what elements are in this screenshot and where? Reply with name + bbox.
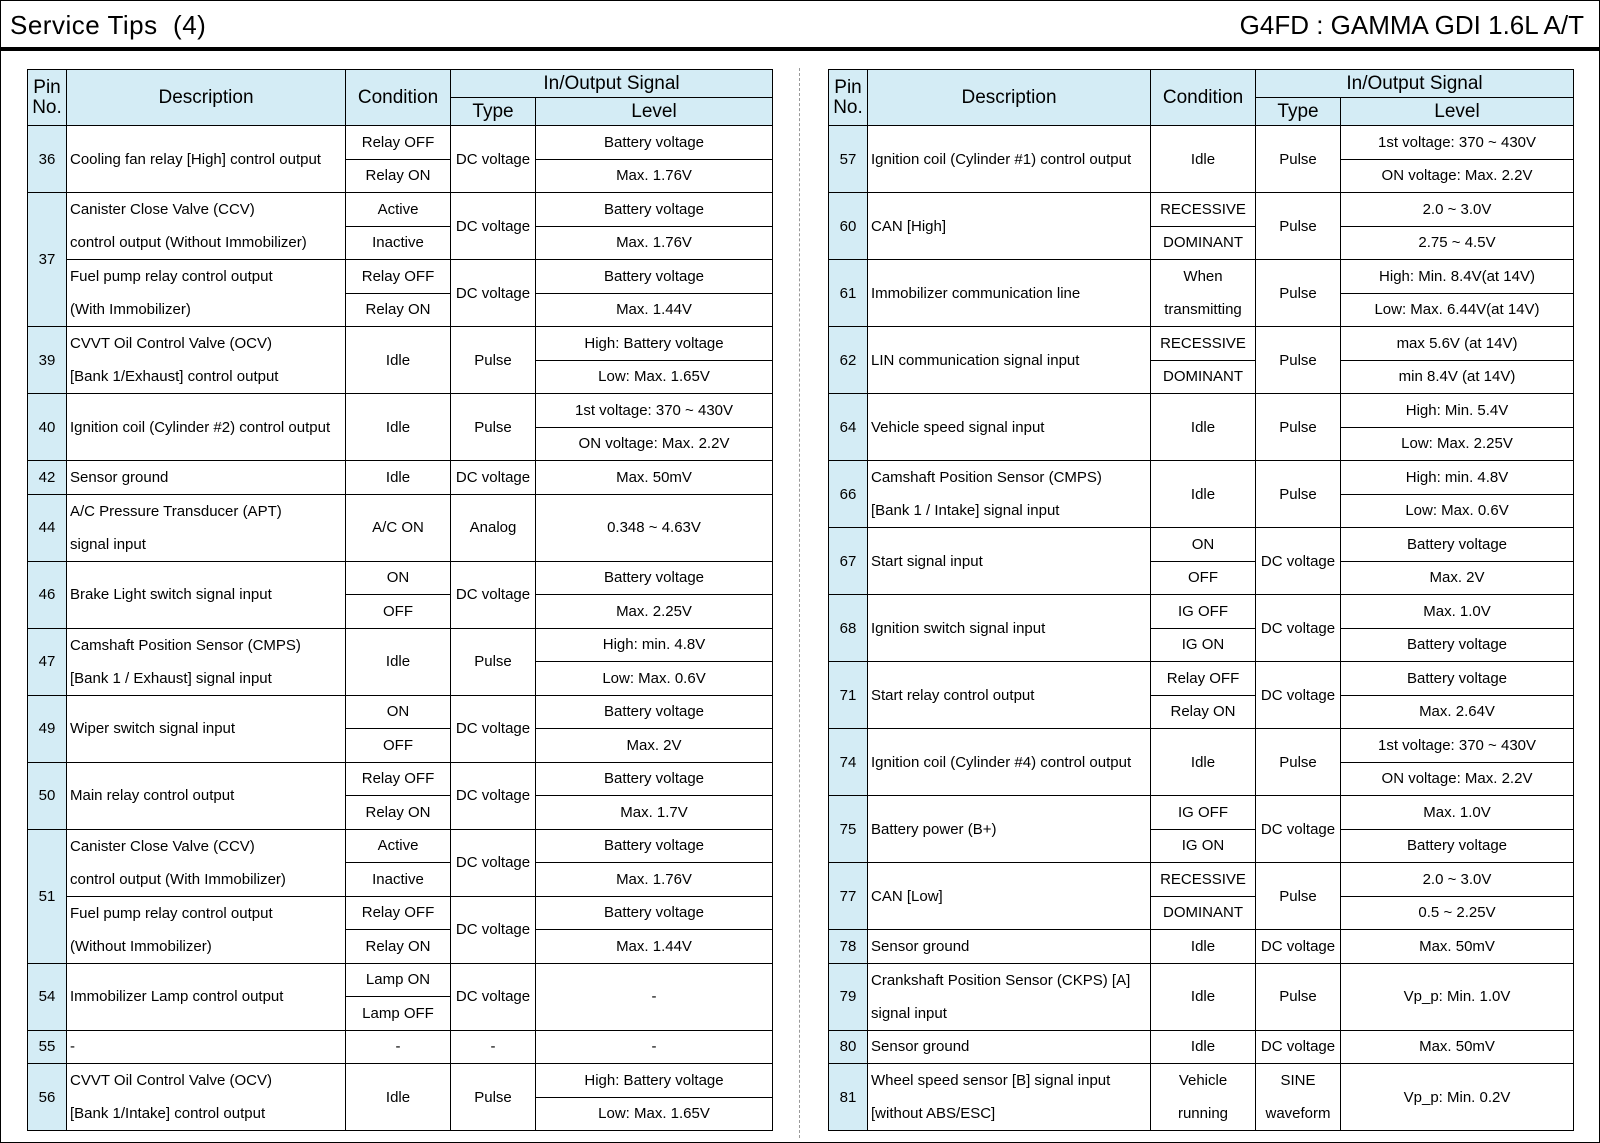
pin-condition: Idle — [1151, 729, 1256, 796]
pin-number: 39 — [28, 327, 67, 394]
description-line: Canister Close Valve (CCV) — [70, 837, 255, 855]
pin-number: 40 — [28, 394, 67, 461]
pin-number: 81 — [829, 1064, 868, 1131]
signal-level: Vp_p: Min. 0.2V — [1341, 1064, 1574, 1131]
pin-condition: Idle — [346, 327, 451, 394]
pin-number: 57 — [829, 126, 868, 193]
table-row — [829, 327, 1574, 361]
description-line: Camshaft Position Sensor (CMPS) — [871, 469, 1102, 486]
header-level: Level — [1341, 98, 1574, 126]
pin-condition: Idle — [1151, 1030, 1256, 1064]
pin-condition: DOMINANT — [1151, 360, 1256, 394]
signal-level: Battery voltage — [536, 762, 773, 796]
signal-level: High: Battery voltage — [536, 327, 773, 361]
signal-level: Battery voltage — [1341, 628, 1574, 662]
signal-level: Battery voltage — [536, 829, 773, 863]
pin-condition: Idle — [1151, 394, 1256, 461]
header-pin-line2: No. — [833, 96, 863, 118]
pin-description: Ignition switch signal input — [868, 595, 1151, 662]
signal-level: Max. 1.76V — [536, 863, 773, 897]
table-row — [829, 1030, 1574, 1064]
header-io-signal: In/Output Signal — [451, 70, 773, 98]
pin-description: Battery power (B+) — [868, 796, 1151, 863]
pin-description: CAN [High] — [868, 193, 1151, 260]
description-line: (Without Immobilizer) — [70, 937, 212, 955]
table-row — [829, 595, 1574, 629]
pin-condition: IG ON — [1151, 628, 1256, 662]
signal-type: DC voltage — [1256, 1030, 1341, 1064]
signal-level: Max. 2.25V — [536, 595, 773, 629]
table-row — [829, 126, 1574, 160]
pin-condition: Relay ON — [346, 796, 451, 830]
pin-description: Wiper switch signal input — [67, 695, 346, 762]
signal-level: Max. 50mV — [1341, 930, 1574, 964]
signal-type: DC voltage — [451, 695, 536, 762]
page-header — [0, 0, 1600, 50]
signal-level: Max. 1.44V — [536, 930, 773, 964]
signal-type: Pulse — [1256, 394, 1341, 461]
description-line: Fuel pump relay control output — [70, 268, 273, 285]
pin-number: 49 — [28, 695, 67, 762]
signal-type: Pulse — [1256, 260, 1341, 327]
signal-level: min 8.4V (at 14V) — [1341, 360, 1574, 394]
pin-number: 62 — [829, 327, 868, 394]
pin-condition: OFF — [1151, 561, 1256, 595]
pin-number: 50 — [28, 762, 67, 829]
condition-line: Vehicle — [1178, 1072, 1228, 1089]
table-row — [829, 394, 1574, 428]
pin-condition: ON — [346, 695, 451, 729]
signal-type-line: SINE — [1280, 1072, 1316, 1089]
page-title: Service Tips (4) — [10, 10, 207, 40]
pin-condition — [1151, 260, 1256, 327]
signal-level: High: min. 4.8V — [1341, 461, 1574, 495]
signal-type: Pulse — [1256, 193, 1341, 260]
signal-level: Max. 1.0V — [1341, 796, 1574, 830]
pin-description — [868, 1064, 1151, 1131]
table-row — [28, 829, 773, 863]
signal-level: Battery voltage — [536, 695, 773, 729]
pin-condition: - — [346, 1030, 451, 1064]
description-line: Fuel pump relay control output — [70, 904, 273, 922]
signal-type: DC voltage — [451, 896, 536, 963]
table-row — [28, 762, 773, 796]
pin-description: Main relay control output — [67, 762, 346, 829]
pin-description — [868, 963, 1151, 1030]
pin-condition: Relay OFF — [346, 896, 451, 930]
signal-level: Max. 2.64V — [1341, 695, 1574, 729]
pin-number: 80 — [829, 1030, 868, 1064]
pin-description: Sensor ground — [67, 461, 346, 495]
pin-number: 47 — [28, 628, 67, 695]
description-line: A/C Pressure Transducer (APT) — [70, 502, 282, 520]
table-row — [28, 327, 773, 361]
pin-condition: DOMINANT — [1151, 896, 1256, 930]
pin-condition: Active — [346, 193, 451, 227]
header-description: Description — [868, 70, 1151, 126]
pin-number: 54 — [28, 963, 67, 1030]
signal-type: Pulse — [1256, 963, 1341, 1030]
table-row — [829, 930, 1574, 964]
description-line: [Bank 1 / Intake] signal input — [871, 502, 1060, 519]
condition-line: running — [1177, 1105, 1229, 1122]
pin-description: - — [67, 1030, 346, 1064]
pin-description: Immobilizer communication line — [868, 260, 1151, 327]
signal-type: DC voltage — [451, 963, 536, 1030]
pin-number: 37 — [28, 193, 67, 327]
table-row — [28, 561, 773, 595]
pin-condition: Idle — [346, 628, 451, 695]
pin-condition: OFF — [346, 595, 451, 629]
pin-number: 42 — [28, 461, 67, 495]
pin-condition: RECESSIVE — [1151, 863, 1256, 897]
table-row — [829, 729, 1574, 763]
description-line: Canister Close Valve (CCV) — [70, 201, 255, 218]
pin-description — [67, 628, 346, 695]
signal-level: Low: Max. 6.44V(at 14V) — [1341, 293, 1574, 327]
signal-level: Low: Max. 1.65V — [536, 1097, 773, 1131]
condition-line: When — [1183, 268, 1223, 285]
signal-level: Max. 1.76V — [536, 226, 773, 260]
pin-description — [868, 461, 1151, 528]
signal-type: DC voltage — [1256, 528, 1341, 595]
pin-number: 71 — [829, 662, 868, 729]
right-pin-table-container — [828, 69, 1574, 1131]
pin-description: Start relay control output — [868, 662, 1151, 729]
signal-type: DC voltage — [1256, 796, 1341, 863]
signal-level: Low: Max. 2.25V — [1341, 427, 1574, 461]
signal-type: DC voltage — [451, 762, 536, 829]
header-condition: Condition — [1151, 70, 1256, 126]
table-row — [829, 528, 1574, 562]
header-pin-no — [28, 70, 67, 126]
description-line: CVVT Oil Control Valve (OCV) — [70, 1072, 272, 1089]
signal-type: Analog — [451, 494, 536, 561]
pin-description: Immobilizer Lamp control output — [67, 963, 346, 1030]
description-line: control output (Without Immobilizer) — [70, 234, 307, 251]
pin-condition: Active — [346, 829, 451, 863]
header-type: Type — [451, 98, 536, 126]
signal-type: Pulse — [451, 1064, 536, 1131]
description-line: control output (With Immobilizer) — [70, 870, 286, 888]
signal-type: DC voltage — [1256, 595, 1341, 662]
signal-level: ON voltage: Max. 2.2V — [1341, 159, 1574, 193]
table-row — [28, 695, 773, 729]
table-row — [28, 1064, 773, 1098]
pin-condition: Relay OFF — [346, 126, 451, 160]
pin-description: Cooling fan relay [High] control output — [67, 126, 346, 193]
pin-condition: Inactive — [346, 226, 451, 260]
pin-description — [67, 829, 346, 896]
pin-description: Sensor ground — [868, 1030, 1151, 1064]
description-line: (With Immobilizer) — [70, 301, 191, 318]
signal-type: DC voltage — [451, 461, 536, 495]
signal-level: 1st voltage: 370 ~ 430V — [1341, 126, 1574, 160]
pin-condition: RECESSIVE — [1151, 193, 1256, 227]
pin-condition: Lamp OFF — [346, 997, 451, 1031]
pin-condition: ON — [346, 561, 451, 595]
pin-description: Ignition coil (Cylinder #1) control output — [868, 126, 1151, 193]
signal-type: - — [451, 1030, 536, 1064]
pin-condition: Idle — [346, 461, 451, 495]
signal-level: Low: Max. 0.6V — [1341, 494, 1574, 528]
table-row — [28, 193, 773, 227]
signal-level: 2.0 ~ 3.0V — [1341, 193, 1574, 227]
header-type: Type — [1256, 98, 1341, 126]
pin-condition: RECESSIVE — [1151, 327, 1256, 361]
pin-description: Ignition coil (Cylinder #2) control output — [67, 394, 346, 461]
header-condition: Condition — [346, 70, 451, 126]
signal-level: 1st voltage: 370 ~ 430V — [1341, 729, 1574, 763]
signal-level: Battery voltage — [536, 260, 773, 294]
pin-number: 64 — [829, 394, 868, 461]
signal-level: Max. 2V — [1341, 561, 1574, 595]
pin-condition: Idle — [1151, 963, 1256, 1030]
pin-number: 68 — [829, 595, 868, 662]
pin-condition: Idle — [346, 1064, 451, 1131]
description-line: CVVT Oil Control Valve (OCV) — [70, 335, 272, 352]
pin-number: 61 — [829, 260, 868, 327]
signal-level: Battery voltage — [536, 193, 773, 227]
table-row — [829, 461, 1574, 495]
description-line: signal input — [871, 1004, 947, 1022]
table-row — [829, 796, 1574, 830]
signal-level: Max. 1.0V — [1341, 595, 1574, 629]
signal-level: 2.0 ~ 3.0V — [1341, 863, 1574, 897]
signal-level: Battery voltage — [536, 896, 773, 930]
header-level: Level — [536, 98, 773, 126]
pin-number: 46 — [28, 561, 67, 628]
pin-condition: DOMINANT — [1151, 226, 1256, 260]
pin-condition: A/C ON — [346, 494, 451, 561]
description-line: Camshaft Position Sensor (CMPS) — [70, 636, 301, 654]
table-row — [28, 896, 773, 930]
pin-number: 67 — [829, 528, 868, 595]
signal-type: Pulse — [1256, 461, 1341, 528]
signal-type: Pulse — [451, 628, 536, 695]
pin-number: 55 — [28, 1030, 67, 1064]
pin-description — [67, 896, 346, 963]
signal-type: Pulse — [1256, 126, 1341, 193]
pin-number: 78 — [829, 930, 868, 964]
pin-number: 36 — [28, 126, 67, 193]
pin-number: 56 — [28, 1064, 67, 1131]
table-row — [28, 628, 773, 662]
pin-condition: IG OFF — [1151, 595, 1256, 629]
signal-level: Low: Max. 0.6V — [536, 662, 773, 696]
table-row — [829, 260, 1574, 294]
right-pin-table — [828, 69, 1574, 1131]
header-pin-line2: No. — [32, 96, 62, 118]
description-line: Crankshaft Position Sensor (CKPS) [A] — [871, 971, 1131, 989]
signal-level: Max. 1.7V — [536, 796, 773, 830]
signal-level: Battery voltage — [536, 126, 773, 160]
header-pin-no — [829, 70, 868, 126]
pin-description: LIN communication signal input — [868, 327, 1151, 394]
pin-condition: IG OFF — [1151, 796, 1256, 830]
left-pin-table-container — [27, 69, 773, 1131]
signal-type: DC voltage — [451, 126, 536, 193]
pin-condition: Relay OFF — [346, 762, 451, 796]
signal-level: High: min. 4.8V — [536, 628, 773, 662]
description-line: [Bank 1 / Exhaust] signal input — [70, 669, 272, 687]
pin-description: Ignition coil (Cylinder #4) control output — [868, 729, 1151, 796]
pin-description — [67, 193, 346, 260]
signal-type: Pulse — [451, 394, 536, 461]
pin-description — [67, 260, 346, 327]
pin-condition — [1151, 1064, 1256, 1131]
pin-condition: IG ON — [1151, 829, 1256, 863]
signal-level: Battery voltage — [1341, 528, 1574, 562]
pin-number: 79 — [829, 963, 868, 1030]
signal-type: Pulse — [1256, 863, 1341, 930]
table-row — [28, 394, 773, 428]
pin-condition: Relay ON — [1151, 695, 1256, 729]
left-pin-table — [27, 69, 773, 1131]
header-divider — [0, 47, 1600, 51]
signal-level: - — [536, 963, 773, 1030]
signal-level: Max. 2V — [536, 729, 773, 763]
description-line: [Bank 1/Exhaust] control output — [70, 368, 279, 385]
pin-condition: Relay OFF — [1151, 662, 1256, 696]
description-line: [without ABS/ESC] — [871, 1105, 996, 1122]
signal-type-line: waveform — [1265, 1105, 1331, 1122]
signal-level: 2.75 ~ 4.5V — [1341, 226, 1574, 260]
signal-level: ON voltage: Max. 2.2V — [1341, 762, 1574, 796]
pin-condition: Relay ON — [346, 930, 451, 964]
pin-number: 77 — [829, 863, 868, 930]
signal-level: 0.5 ~ 2.25V — [1341, 896, 1574, 930]
signal-level: Max. 50mV — [1341, 1030, 1574, 1064]
pin-number: 74 — [829, 729, 868, 796]
signal-type: Pulse — [1256, 327, 1341, 394]
signal-type: DC voltage — [451, 260, 536, 327]
description-line: Wheel speed sensor [B] signal input — [871, 1072, 1111, 1089]
signal-level: Max. 1.76V — [536, 159, 773, 193]
signal-level: 1st voltage: 370 ~ 430V — [536, 394, 773, 428]
pin-condition: Idle — [1151, 461, 1256, 528]
description-line: [Bank 1/Intake] control output — [70, 1105, 266, 1122]
header-description: Description — [67, 70, 346, 126]
signal-type: Pulse — [451, 327, 536, 394]
signal-level: max 5.6V (at 14V) — [1341, 327, 1574, 361]
header-pin-line1: Pin — [834, 76, 862, 98]
signal-type: DC voltage — [451, 193, 536, 260]
table-row — [829, 863, 1574, 897]
pin-number: 75 — [829, 796, 868, 863]
table-row — [28, 126, 773, 160]
pin-condition: Relay ON — [346, 293, 451, 327]
pin-description — [67, 1064, 346, 1131]
pin-condition: Relay OFF — [346, 260, 451, 294]
pin-description — [67, 494, 346, 561]
signal-type: DC voltage — [1256, 662, 1341, 729]
pin-condition: Idle — [1151, 930, 1256, 964]
pin-condition: Relay ON — [346, 159, 451, 193]
condition-line: transmitting — [1164, 301, 1242, 318]
signal-level: High: Min. 8.4V(at 14V) — [1341, 260, 1574, 294]
pin-condition: OFF — [346, 729, 451, 763]
signal-level: Max. 50mV — [536, 461, 773, 495]
pin-condition: Lamp ON — [346, 963, 451, 997]
signal-level: Battery voltage — [1341, 829, 1574, 863]
signal-type — [1256, 1064, 1341, 1131]
signal-type: DC voltage — [1256, 930, 1341, 964]
header-pin-line1: Pin — [33, 76, 61, 98]
pin-description: Start signal input — [868, 528, 1151, 595]
pin-number: 44 — [28, 494, 67, 561]
signal-level: Vp_p: Min. 1.0V — [1341, 963, 1574, 1030]
signal-level: Low: Max. 1.65V — [536, 360, 773, 394]
pin-description: Vehicle speed signal input — [868, 394, 1151, 461]
engine-model-label: G4FD : GAMMA GDI 1.6L A/T — [1239, 10, 1584, 40]
table-row — [28, 260, 773, 294]
pin-description: CAN [Low] — [868, 863, 1151, 930]
table-row — [829, 193, 1574, 227]
pin-description: Sensor ground — [868, 930, 1151, 964]
signal-level: High: Min. 5.4V — [1341, 394, 1574, 428]
signal-level: Max. 1.44V — [536, 293, 773, 327]
header-io-signal: In/Output Signal — [1256, 70, 1574, 98]
pin-number: 66 — [829, 461, 868, 528]
pin-condition: Idle — [1151, 126, 1256, 193]
pin-condition: Idle — [346, 394, 451, 461]
description-line: signal input — [70, 535, 146, 553]
signal-level: Battery voltage — [536, 561, 773, 595]
pin-condition: ON — [1151, 528, 1256, 562]
signal-type: Pulse — [1256, 729, 1341, 796]
pin-description: Brake Light switch signal input — [67, 561, 346, 628]
table-row — [28, 461, 773, 495]
pin-number: 60 — [829, 193, 868, 260]
table-row — [829, 662, 1574, 696]
signal-type: DC voltage — [451, 561, 536, 628]
pin-description — [67, 327, 346, 394]
signal-level: High: Battery voltage — [536, 1064, 773, 1098]
column-divider — [799, 68, 800, 1138]
signal-type: DC voltage — [451, 829, 536, 896]
signal-level: ON voltage: Max. 2.2V — [536, 427, 773, 461]
table-row — [28, 1030, 773, 1064]
signal-level: 0.348 ~ 4.63V — [536, 494, 773, 561]
table-row — [28, 963, 773, 997]
signal-level: Battery voltage — [1341, 662, 1574, 696]
pin-number: 51 — [28, 829, 67, 963]
pin-condition: Inactive — [346, 863, 451, 897]
signal-level: - — [536, 1030, 773, 1064]
